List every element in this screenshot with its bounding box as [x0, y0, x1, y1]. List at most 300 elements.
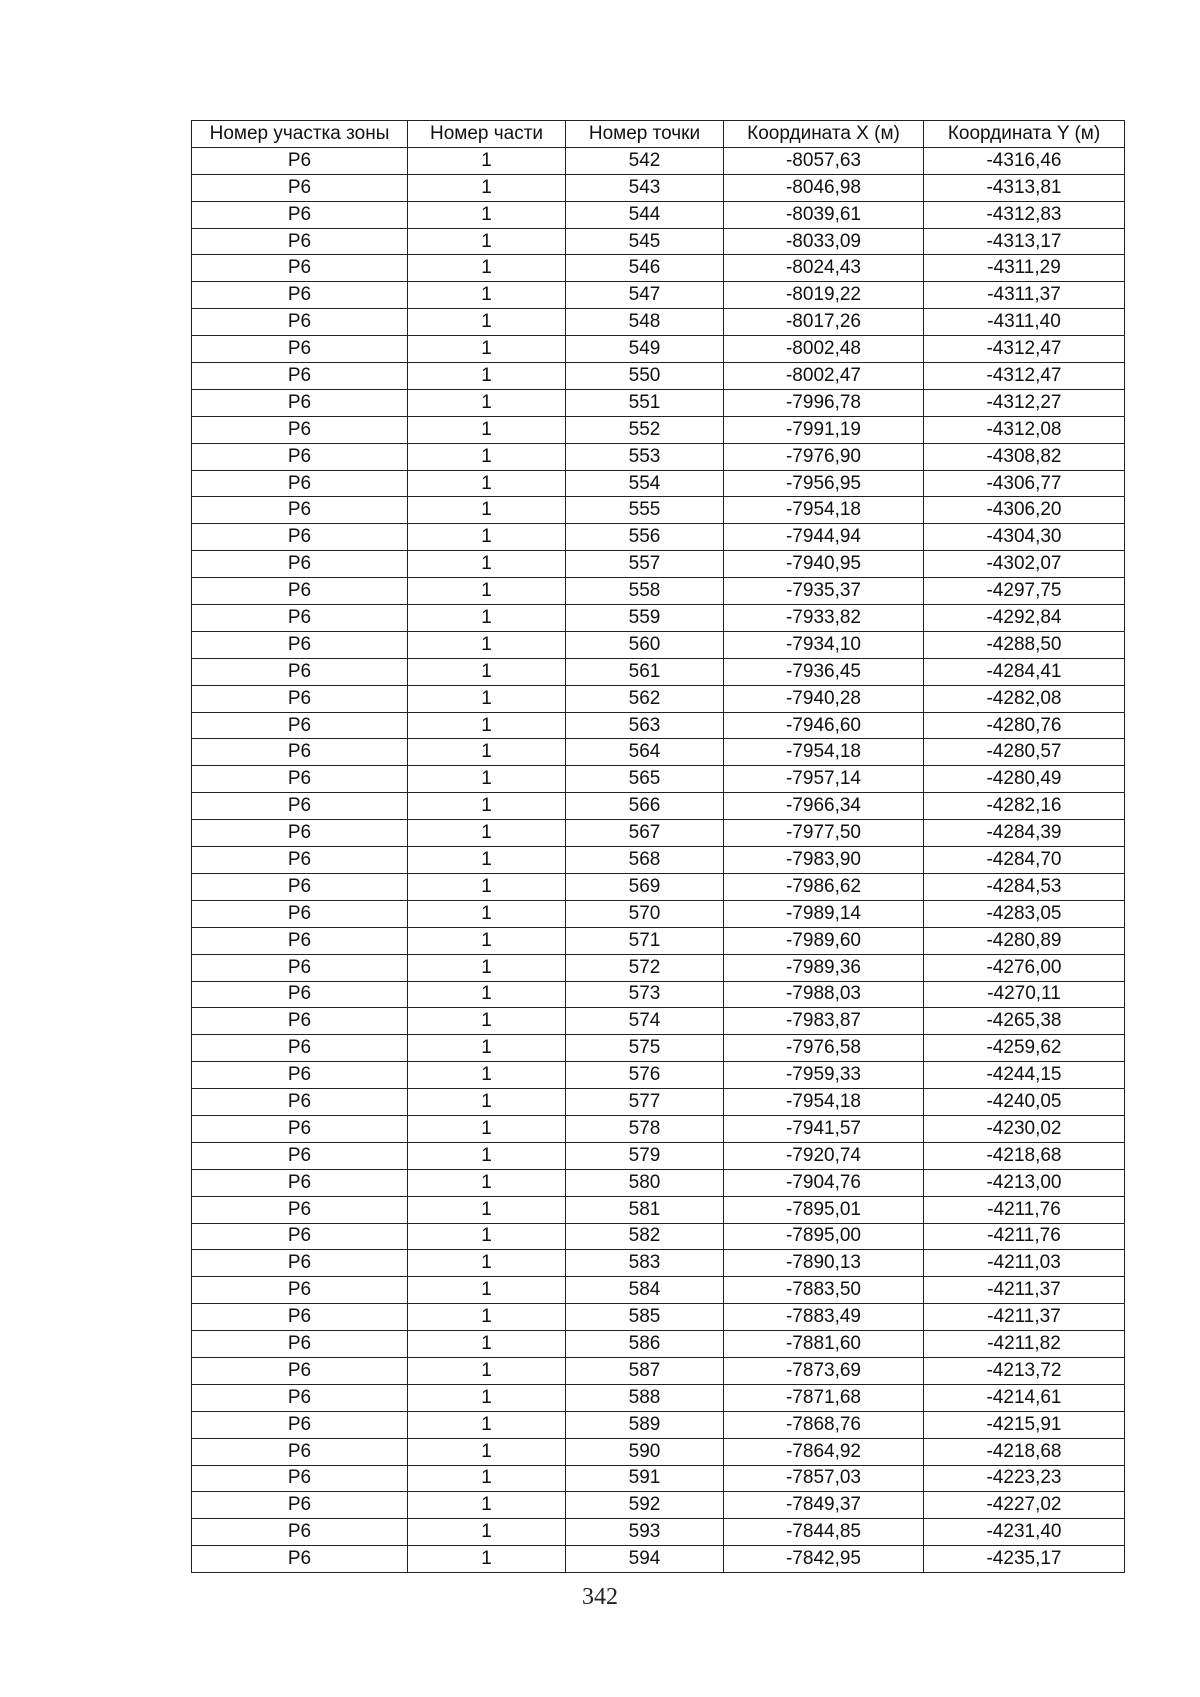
cell-coordinate-x: -8057,63	[724, 147, 924, 174]
cell-coordinate-y: -4276,00	[924, 954, 1125, 981]
cell-zone-section: Р6	[192, 416, 408, 443]
cell-zone-section: Р6	[192, 739, 408, 766]
cell-coordinate-y: -4280,76	[924, 712, 1125, 739]
cell-coordinate-x: -7868,76	[724, 1411, 924, 1438]
table-row	[192, 712, 1125, 739]
table-row	[192, 847, 1125, 874]
cell-coordinate-x: -7991,19	[724, 416, 924, 443]
cell-zone-section: Р6	[192, 1465, 408, 1492]
cell-coordinate-y: -4284,53	[924, 873, 1125, 900]
cell-zone-section: Р6	[192, 1546, 408, 1573]
cell-coordinate-y: -4316,46	[924, 147, 1125, 174]
cell-part-number: 1	[408, 363, 566, 390]
cell-coordinate-y: -4283,05	[924, 900, 1125, 927]
cell-coordinate-y: -4312,47	[924, 363, 1125, 390]
cell-zone-section: Р6	[192, 1277, 408, 1304]
table-row	[192, 900, 1125, 927]
cell-coordinate-x: -7857,03	[724, 1465, 924, 1492]
cell-zone-section: Р6	[192, 1142, 408, 1169]
cell-zone-section: Р6	[192, 712, 408, 739]
cell-zone-section: Р6	[192, 551, 408, 578]
cell-coordinate-x: -7959,33	[724, 1062, 924, 1089]
table-row	[192, 685, 1125, 712]
table-row	[192, 282, 1125, 309]
cell-part-number: 1	[408, 873, 566, 900]
table-row	[192, 1062, 1125, 1089]
cell-zone-section: Р6	[192, 605, 408, 632]
cell-point-number: 581	[566, 1196, 724, 1223]
cell-coordinate-x: -7935,37	[724, 578, 924, 605]
cell-point-number: 564	[566, 739, 724, 766]
table-row	[192, 1546, 1125, 1573]
cell-part-number: 1	[408, 1115, 566, 1142]
cell-coordinate-y: -4211,37	[924, 1277, 1125, 1304]
cell-zone-section: Р6	[192, 793, 408, 820]
cell-zone-section: Р6	[192, 1062, 408, 1089]
table-row	[192, 389, 1125, 416]
table-body	[192, 147, 1125, 1572]
cell-zone-section: Р6	[192, 363, 408, 390]
cell-point-number: 561	[566, 658, 724, 685]
cell-point-number: 551	[566, 389, 724, 416]
cell-part-number: 1	[408, 147, 566, 174]
cell-point-number: 548	[566, 309, 724, 336]
cell-coordinate-y: -4231,40	[924, 1519, 1125, 1546]
table-row	[192, 255, 1125, 282]
cell-coordinate-y: -4282,08	[924, 685, 1125, 712]
table-row	[192, 147, 1125, 174]
cell-point-number: 552	[566, 416, 724, 443]
cell-zone-section: Р6	[192, 981, 408, 1008]
cell-zone-section: Р6	[192, 1169, 408, 1196]
cell-coordinate-y: -4284,41	[924, 658, 1125, 685]
cell-zone-section: Р6	[192, 1250, 408, 1277]
cell-point-number: 568	[566, 847, 724, 874]
table-row	[192, 820, 1125, 847]
table-row	[192, 228, 1125, 255]
cell-point-number: 583	[566, 1250, 724, 1277]
cell-zone-section: Р6	[192, 497, 408, 524]
table-row	[192, 174, 1125, 201]
cell-point-number: 570	[566, 900, 724, 927]
cell-coordinate-x: -7873,69	[724, 1357, 924, 1384]
cell-point-number: 558	[566, 578, 724, 605]
cell-part-number: 1	[408, 1331, 566, 1358]
cell-coordinate-y: -4302,07	[924, 551, 1125, 578]
cell-coordinate-x: -7883,49	[724, 1304, 924, 1331]
cell-coordinate-x: -7941,57	[724, 1115, 924, 1142]
cell-part-number: 1	[408, 282, 566, 309]
cell-coordinate-x: -7920,74	[724, 1142, 924, 1169]
cell-point-number: 585	[566, 1304, 724, 1331]
cell-part-number: 1	[408, 578, 566, 605]
cell-part-number: 1	[408, 793, 566, 820]
cell-part-number: 1	[408, 1062, 566, 1089]
table-row	[192, 1519, 1125, 1546]
cell-coordinate-x: -7895,01	[724, 1196, 924, 1223]
table-row	[192, 981, 1125, 1008]
cell-coordinate-y: -4311,40	[924, 309, 1125, 336]
cell-point-number: 586	[566, 1331, 724, 1358]
cell-point-number: 593	[566, 1519, 724, 1546]
cell-coordinate-x: -7933,82	[724, 605, 924, 632]
cell-zone-section: Р6	[192, 820, 408, 847]
cell-coordinate-x: -7895,00	[724, 1223, 924, 1250]
cell-zone-section: Р6	[192, 470, 408, 497]
cell-point-number: 562	[566, 685, 724, 712]
cell-point-number: 589	[566, 1411, 724, 1438]
cell-zone-section: Р6	[192, 927, 408, 954]
cell-coordinate-x: -7986,62	[724, 873, 924, 900]
table-row	[192, 524, 1125, 551]
cell-part-number: 1	[408, 416, 566, 443]
cell-coordinate-x: -7904,76	[724, 1169, 924, 1196]
table-row	[192, 1438, 1125, 1465]
cell-coordinate-x: -7940,28	[724, 685, 924, 712]
cell-coordinate-x: -7988,03	[724, 981, 924, 1008]
cell-point-number: 591	[566, 1465, 724, 1492]
table-row	[192, 1304, 1125, 1331]
cell-point-number: 575	[566, 1035, 724, 1062]
cell-part-number: 1	[408, 470, 566, 497]
cell-coordinate-y: -4297,75	[924, 578, 1125, 605]
cell-point-number: 582	[566, 1223, 724, 1250]
cell-coordinate-y: -4313,81	[924, 174, 1125, 201]
cell-coordinate-x: -8002,48	[724, 336, 924, 363]
cell-part-number: 1	[408, 739, 566, 766]
cell-coordinate-x: -7890,13	[724, 1250, 924, 1277]
cell-part-number: 1	[408, 954, 566, 981]
cell-coordinate-x: -8024,43	[724, 255, 924, 282]
table-row	[192, 766, 1125, 793]
cell-part-number: 1	[408, 981, 566, 1008]
header-point-number: Номер точки	[566, 121, 724, 148]
cell-point-number: 577	[566, 1089, 724, 1116]
cell-coordinate-y: -4312,83	[924, 201, 1125, 228]
cell-point-number: 556	[566, 524, 724, 551]
cell-coordinate-y: -4311,29	[924, 255, 1125, 282]
cell-point-number: 565	[566, 766, 724, 793]
cell-coordinate-y: -4218,68	[924, 1438, 1125, 1465]
coordinates-table	[191, 120, 1125, 1573]
cell-coordinate-x: -8017,26	[724, 309, 924, 336]
cell-point-number: 547	[566, 282, 724, 309]
cell-part-number: 1	[408, 1492, 566, 1519]
header-zone-section: Номер участка зоны	[192, 121, 408, 148]
cell-point-number: 543	[566, 174, 724, 201]
cell-coordinate-x: -7956,95	[724, 470, 924, 497]
cell-zone-section: Р6	[192, 255, 408, 282]
cell-part-number: 1	[408, 1169, 566, 1196]
cell-coordinate-y: -4259,62	[924, 1035, 1125, 1062]
table-row	[192, 1035, 1125, 1062]
cell-part-number: 1	[408, 1035, 566, 1062]
cell-zone-section: Р6	[192, 524, 408, 551]
cell-zone-section: Р6	[192, 1223, 408, 1250]
cell-coordinate-x: -7936,45	[724, 658, 924, 685]
cell-part-number: 1	[408, 1089, 566, 1116]
table-row	[192, 1008, 1125, 1035]
cell-part-number: 1	[408, 1519, 566, 1546]
cell-zone-section: Р6	[192, 309, 408, 336]
table-row	[192, 416, 1125, 443]
cell-coordinate-y: -4288,50	[924, 631, 1125, 658]
cell-zone-section: Р6	[192, 1035, 408, 1062]
cell-point-number: 592	[566, 1492, 724, 1519]
cell-zone-section: Р6	[192, 1304, 408, 1331]
cell-coordinate-x: -8039,61	[724, 201, 924, 228]
cell-coordinate-y: -4312,47	[924, 336, 1125, 363]
table-row	[192, 739, 1125, 766]
cell-coordinate-y: -4265,38	[924, 1008, 1125, 1035]
cell-part-number: 1	[408, 900, 566, 927]
table-row	[192, 873, 1125, 900]
cell-zone-section: Р6	[192, 443, 408, 470]
cell-coordinate-x: -7954,18	[724, 739, 924, 766]
cell-point-number: 546	[566, 255, 724, 282]
cell-coordinate-y: -4244,15	[924, 1062, 1125, 1089]
table-row	[192, 363, 1125, 390]
cell-coordinate-x: -7946,60	[724, 712, 924, 739]
cell-coordinate-x: -7934,10	[724, 631, 924, 658]
cell-point-number: 580	[566, 1169, 724, 1196]
cell-part-number: 1	[408, 1546, 566, 1573]
cell-coordinate-y: -4240,05	[924, 1089, 1125, 1116]
cell-coordinate-x: -7996,78	[724, 389, 924, 416]
cell-part-number: 1	[408, 605, 566, 632]
cell-point-number: 559	[566, 605, 724, 632]
cell-coordinate-y: -4312,27	[924, 389, 1125, 416]
table-row	[192, 309, 1125, 336]
table-row	[192, 793, 1125, 820]
cell-zone-section: Р6	[192, 336, 408, 363]
page-number: 342	[582, 1584, 618, 1610]
cell-point-number: 545	[566, 228, 724, 255]
cell-part-number: 1	[408, 1465, 566, 1492]
cell-coordinate-y: -4306,20	[924, 497, 1125, 524]
cell-part-number: 1	[408, 766, 566, 793]
cell-point-number: 566	[566, 793, 724, 820]
cell-coordinate-y: -4284,39	[924, 820, 1125, 847]
cell-zone-section: Р6	[192, 389, 408, 416]
table-row	[192, 1169, 1125, 1196]
cell-coordinate-y: -4227,02	[924, 1492, 1125, 1519]
cell-zone-section: Р6	[192, 1008, 408, 1035]
cell-coordinate-y: -4211,37	[924, 1304, 1125, 1331]
cell-coordinate-x: -7976,58	[724, 1035, 924, 1062]
cell-part-number: 1	[408, 1277, 566, 1304]
cell-part-number: 1	[408, 524, 566, 551]
cell-part-number: 1	[408, 927, 566, 954]
cell-part-number: 1	[408, 1196, 566, 1223]
table-row	[192, 551, 1125, 578]
cell-coordinate-x: -7871,68	[724, 1384, 924, 1411]
cell-coordinate-x: -7954,18	[724, 1089, 924, 1116]
cell-part-number: 1	[408, 174, 566, 201]
cell-part-number: 1	[408, 336, 566, 363]
header-row	[192, 121, 1125, 148]
cell-coordinate-y: -4235,17	[924, 1546, 1125, 1573]
cell-zone-section: Р6	[192, 954, 408, 981]
cell-part-number: 1	[408, 685, 566, 712]
cell-coordinate-x: -7989,14	[724, 900, 924, 927]
cell-point-number: 579	[566, 1142, 724, 1169]
cell-point-number: 584	[566, 1277, 724, 1304]
table-row	[192, 1465, 1125, 1492]
cell-coordinate-y: -4312,08	[924, 416, 1125, 443]
cell-part-number: 1	[408, 1142, 566, 1169]
cell-coordinate-y: -4270,11	[924, 981, 1125, 1008]
cell-zone-section: Р6	[192, 201, 408, 228]
cell-coordinate-y: -4211,82	[924, 1331, 1125, 1358]
cell-zone-section: Р6	[192, 1357, 408, 1384]
cell-part-number: 1	[408, 1357, 566, 1384]
cell-coordinate-x: -7954,18	[724, 497, 924, 524]
table-row	[192, 1250, 1125, 1277]
table-row	[192, 497, 1125, 524]
cell-coordinate-y: -4313,17	[924, 228, 1125, 255]
cell-part-number: 1	[408, 1384, 566, 1411]
cell-part-number: 1	[408, 551, 566, 578]
cell-part-number: 1	[408, 1411, 566, 1438]
cell-point-number: 594	[566, 1546, 724, 1573]
cell-point-number: 571	[566, 927, 724, 954]
cell-zone-section: Р6	[192, 228, 408, 255]
table-row	[192, 954, 1125, 981]
cell-zone-section: Р6	[192, 1438, 408, 1465]
cell-zone-section: Р6	[192, 1411, 408, 1438]
cell-part-number: 1	[408, 443, 566, 470]
cell-coordinate-y: -4223,23	[924, 1465, 1125, 1492]
cell-part-number: 1	[408, 255, 566, 282]
cell-zone-section: Р6	[192, 685, 408, 712]
cell-coordinate-x: -7976,90	[724, 443, 924, 470]
table-row	[192, 605, 1125, 632]
cell-zone-section: Р6	[192, 578, 408, 605]
table-row	[192, 1277, 1125, 1304]
cell-coordinate-y: -4211,76	[924, 1196, 1125, 1223]
cell-point-number: 590	[566, 1438, 724, 1465]
cell-point-number: 567	[566, 820, 724, 847]
cell-part-number: 1	[408, 820, 566, 847]
table-row	[192, 201, 1125, 228]
table-row	[192, 1142, 1125, 1169]
cell-part-number: 1	[408, 847, 566, 874]
cell-zone-section: Р6	[192, 631, 408, 658]
cell-coordinate-x: -7957,14	[724, 766, 924, 793]
header-part-number: Номер части	[408, 121, 566, 148]
cell-zone-section: Р6	[192, 1089, 408, 1116]
table-row	[192, 927, 1125, 954]
cell-coordinate-x: -7844,85	[724, 1519, 924, 1546]
cell-zone-section: Р6	[192, 766, 408, 793]
header-coordinate-y: Координата Y (м)	[924, 121, 1125, 148]
cell-point-number: 560	[566, 631, 724, 658]
cell-zone-section: Р6	[192, 1492, 408, 1519]
cell-coordinate-x: -7989,36	[724, 954, 924, 981]
cell-coordinate-y: -4306,77	[924, 470, 1125, 497]
table-row	[192, 1331, 1125, 1358]
cell-point-number: 563	[566, 712, 724, 739]
table-row	[192, 1115, 1125, 1142]
table-row	[192, 443, 1125, 470]
cell-point-number: 573	[566, 981, 724, 1008]
cell-coordinate-x: -7881,60	[724, 1331, 924, 1358]
cell-coordinate-x: -8033,09	[724, 228, 924, 255]
table-row	[192, 658, 1125, 685]
cell-zone-section: Р6	[192, 282, 408, 309]
cell-coordinate-x: -8002,47	[724, 363, 924, 390]
cell-coordinate-y: -4282,16	[924, 793, 1125, 820]
table-row	[192, 631, 1125, 658]
cell-coordinate-x: -7849,37	[724, 1492, 924, 1519]
cell-part-number: 1	[408, 497, 566, 524]
cell-part-number: 1	[408, 1223, 566, 1250]
cell-part-number: 1	[408, 309, 566, 336]
cell-coordinate-x: -8046,98	[724, 174, 924, 201]
cell-coordinate-y: -4218,68	[924, 1142, 1125, 1169]
cell-coordinate-x: -7989,60	[724, 927, 924, 954]
cell-coordinate-x: -7983,90	[724, 847, 924, 874]
cell-point-number: 572	[566, 954, 724, 981]
cell-coordinate-y: -4214,61	[924, 1384, 1125, 1411]
cell-zone-section: Р6	[192, 1519, 408, 1546]
cell-zone-section: Р6	[192, 847, 408, 874]
cell-zone-section: Р6	[192, 147, 408, 174]
cell-coordinate-x: -8019,22	[724, 282, 924, 309]
cell-point-number: 549	[566, 336, 724, 363]
table-row	[192, 336, 1125, 363]
header-coordinate-x: Координата X (м)	[724, 121, 924, 148]
cell-part-number: 1	[408, 712, 566, 739]
cell-coordinate-x: -7940,95	[724, 551, 924, 578]
table-row	[192, 1089, 1125, 1116]
cell-zone-section: Р6	[192, 900, 408, 927]
table-row	[192, 1411, 1125, 1438]
cell-coordinate-y: -4280,57	[924, 739, 1125, 766]
cell-part-number: 1	[408, 389, 566, 416]
cell-part-number: 1	[408, 1008, 566, 1035]
cell-part-number: 1	[408, 228, 566, 255]
cell-coordinate-x: -7966,34	[724, 793, 924, 820]
cell-coordinate-y: -4308,82	[924, 443, 1125, 470]
cell-coordinate-x: -7842,95	[724, 1546, 924, 1573]
cell-coordinate-x: -7883,50	[724, 1277, 924, 1304]
cell-coordinate-y: -4213,00	[924, 1169, 1125, 1196]
cell-point-number: 553	[566, 443, 724, 470]
cell-coordinate-x: -7944,94	[724, 524, 924, 551]
table-row	[192, 1357, 1125, 1384]
cell-coordinate-y: -4211,03	[924, 1250, 1125, 1277]
cell-coordinate-y: -4311,37	[924, 282, 1125, 309]
cell-coordinate-x: -7983,87	[724, 1008, 924, 1035]
cell-coordinate-x: -7977,50	[724, 820, 924, 847]
cell-zone-section: Р6	[192, 1331, 408, 1358]
table-row	[192, 470, 1125, 497]
cell-coordinate-y: -4284,70	[924, 847, 1125, 874]
table-row	[192, 1492, 1125, 1519]
cell-point-number: 544	[566, 201, 724, 228]
cell-point-number: 554	[566, 470, 724, 497]
table-row	[192, 1384, 1125, 1411]
table-header	[192, 121, 1125, 148]
cell-coordinate-y: -4292,84	[924, 605, 1125, 632]
table-row	[192, 1196, 1125, 1223]
cell-zone-section: Р6	[192, 873, 408, 900]
cell-point-number: 555	[566, 497, 724, 524]
cell-point-number: 576	[566, 1062, 724, 1089]
cell-part-number: 1	[408, 658, 566, 685]
